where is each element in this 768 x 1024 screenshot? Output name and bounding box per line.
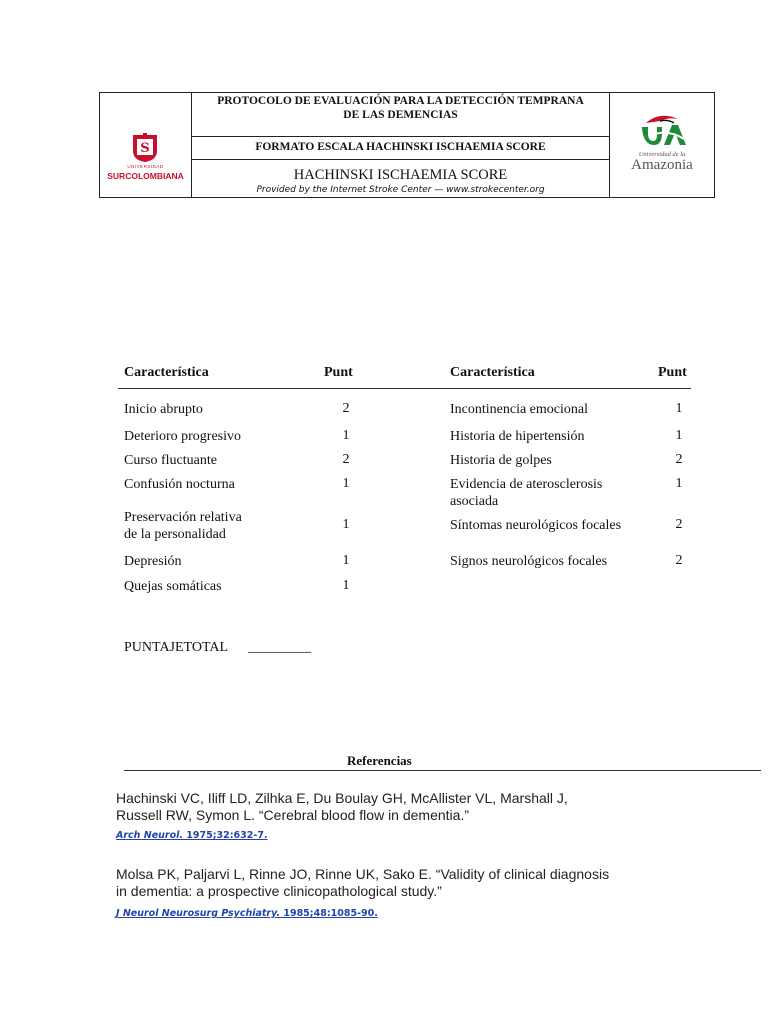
left-row-5-score: 1 [342, 517, 350, 532]
ref-1-journal-link[interactable]: Arch Neurol. [116, 830, 183, 841]
amazonia-name-label: Amazonia [631, 157, 693, 173]
left-row-1-label: Inicio abrupto [124, 402, 203, 417]
left-row-7-score: 1 [342, 578, 350, 593]
right-row-5-score: 2 [675, 517, 683, 532]
references-divider [124, 770, 761, 771]
ref-1-citation [116, 825, 268, 843]
header-punt-right: Punt [658, 365, 687, 380]
left-row-5-label-b: de la personalidad [124, 527, 226, 542]
ref-1-line-2: Russell RW, Symon L. “Cerebral blood flow in dementia.” [116, 807, 470, 823]
ref-1-line-1: Hachinski VC, Iliff LD, Zilhka E, Du Boulay GH, McAllister VL, Marshall J, [116, 790, 568, 806]
ref-2-journal-link[interactable]: J Neurol Neurosurg Psychiatry. [116, 908, 281, 919]
title-cell [191, 160, 610, 197]
ref-2-line-2: in dementia: a prospective clinicopathological study.” [116, 883, 442, 899]
table-header-divider [118, 388, 691, 389]
left-row-6-label: Depresión [124, 554, 182, 569]
left-row-4-score: 1 [342, 476, 350, 491]
right-row-4-label-b: asociada [450, 494, 499, 509]
left-row-3-label: Curso fluctuante [124, 453, 217, 468]
ref-2-line-1: Molsa PK, Paljarvi L, Rinne JO, Rinne UK, Sako E. “Validity of clinical diagnosis [116, 866, 610, 882]
left-row-6-score: 1 [342, 553, 350, 568]
format-title: FORMATO ESCALA HACHINSKI ISCHAEMIA SCORE [255, 141, 546, 153]
ref-1-citation-link[interactable]: 1975;32:632-7. [182, 830, 268, 841]
surcolombiana-logo [100, 93, 192, 197]
header-punt-left: Punt [324, 365, 353, 380]
amazonia-logo-icon [638, 113, 688, 151]
ref-2-citation-link[interactable]: 1985;48:1085-90. [280, 908, 378, 919]
left-row-2-score: 1 [342, 428, 350, 443]
amazonia-logo [609, 93, 714, 197]
left-row-1-score: 2 [342, 401, 350, 416]
right-row-5-label: Síntomas neurológicos focales [450, 518, 622, 533]
amazonia-small-label: Universidad de la [638, 151, 686, 158]
left-row-4-label: Confusión nocturna [124, 477, 235, 492]
right-row-4-label-a: Evidencia de aterosclerosis [450, 477, 603, 492]
svg-text:S: S [140, 141, 150, 156]
right-row-1-score: 1 [675, 401, 683, 416]
right-row-2-score: 1 [675, 428, 683, 443]
format-cell [191, 136, 610, 160]
main-title: HACHINSKI ISCHAEMIA SCORE [293, 167, 508, 183]
total-label: PUNTAJETOTAL [124, 640, 229, 655]
left-row-3-score: 2 [342, 452, 350, 467]
header-table [99, 92, 715, 198]
left-row-5-label-a: Preservación relativa [124, 510, 242, 525]
right-row-2-label: Historia de hipertensión [450, 429, 585, 444]
right-row-3-score: 2 [675, 452, 683, 467]
right-row-1-label: Incontinencia emocional [450, 402, 588, 417]
university-name-label: SURCOLOMBIANA [107, 171, 184, 181]
provided-by-text: Provided by the Internet Stroke Center — www.strokecenter.org [256, 185, 545, 195]
protocol-line-1: PROTOCOLO DE EVALUACIÓN PARA LA DETECCIÓN TEMPRANA [217, 95, 584, 107]
university-small-label: UNIVERSIDAD [127, 164, 164, 169]
surcolombiana-crest-icon [131, 133, 159, 163]
ref-2-citation [116, 903, 378, 921]
right-row-4-score: 1 [675, 476, 683, 491]
total-blank-line[interactable]: _________ [248, 640, 311, 655]
right-row-6-label: Signos neurológicos focales [450, 554, 608, 569]
references-title: Referencias [347, 753, 412, 768]
right-row-6-score: 2 [675, 553, 683, 568]
right-row-3-label: Historia de golpes [450, 453, 552, 468]
header-caracteristica-right: Característica [450, 365, 535, 380]
protocol-cell [191, 93, 610, 137]
left-row-7-label: Quejas somáticas [124, 579, 222, 594]
left-row-2-label: Deterioro progresivo [124, 429, 242, 444]
header-caracteristica-left: Característica [124, 365, 209, 380]
protocol-line-2: DE LAS DEMENCIAS [343, 109, 458, 121]
